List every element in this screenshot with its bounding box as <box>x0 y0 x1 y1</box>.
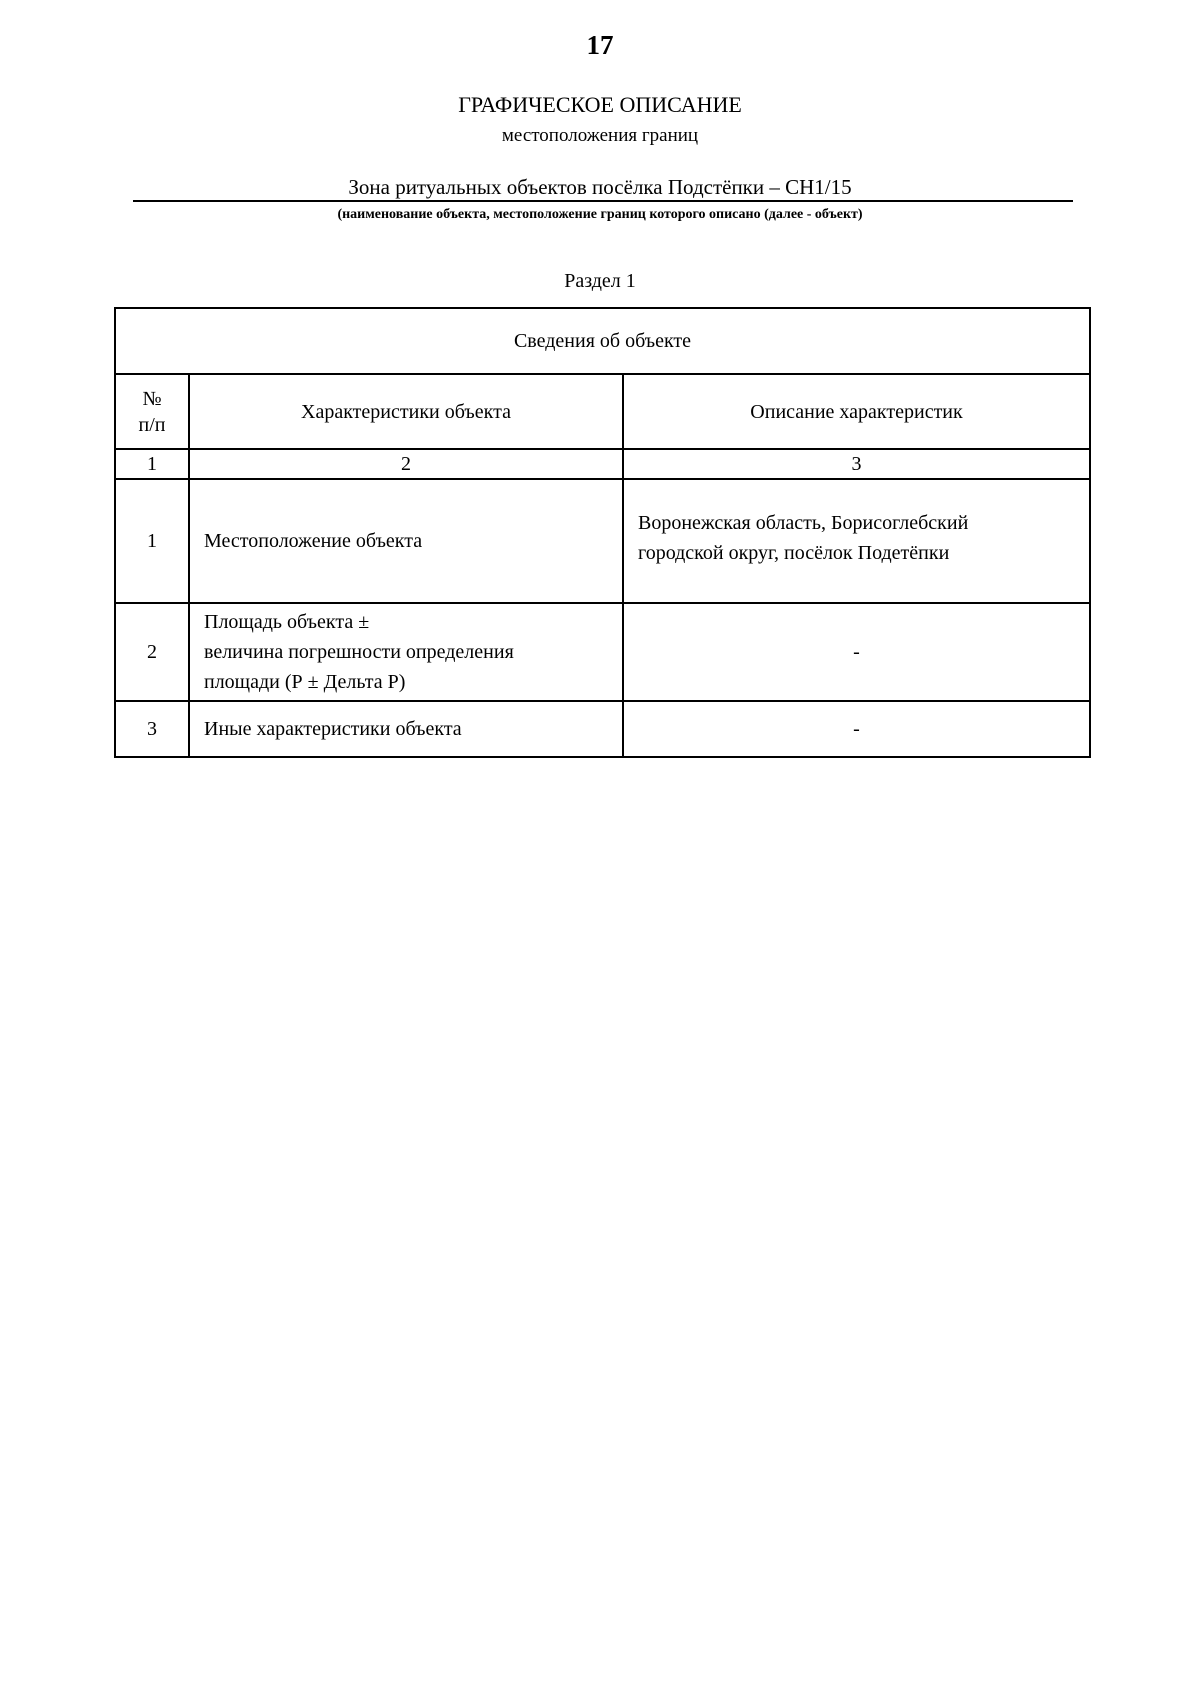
object-name-underline <box>133 200 1073 202</box>
column-index-row <box>115 449 1090 479</box>
column-header-number-line2: п/п <box>138 413 166 436</box>
row-number: 3 <box>115 701 189 757</box>
row-characteristic-line: Местоположение объекта <box>204 530 423 552</box>
row-characteristic-line: площади (Р ± Дельта Р) <box>204 671 406 693</box>
row-characteristic-line: Площадь объекта ± <box>204 611 370 633</box>
row-description-line: Воронежская область, Борисоглебский <box>638 512 969 534</box>
column-header-number-line1: № <box>142 387 162 410</box>
row-number: 2 <box>115 603 189 701</box>
row-characteristic <box>189 479 623 603</box>
row-description <box>623 479 1090 603</box>
row-description: - <box>623 603 1090 701</box>
table-caption-row <box>115 308 1090 374</box>
table-row <box>115 701 1090 757</box>
table-row <box>115 479 1090 603</box>
table-row <box>115 603 1090 701</box>
object-name: Зона ритуальных объектов посёлка Подстёпки – СН1/15 <box>348 175 852 199</box>
row-characteristic-line: величина погрешности определения <box>204 641 514 663</box>
page-number: 17 <box>586 30 614 60</box>
object-info-table <box>114 307 1091 758</box>
column-header-description: Описание характеристик <box>623 374 1090 449</box>
row-number: 1 <box>115 479 189 603</box>
column-index: 2 <box>189 449 623 479</box>
column-index: 1 <box>115 449 189 479</box>
table-header-row <box>115 374 1090 449</box>
row-characteristic <box>189 701 623 757</box>
document-title: ГРАФИЧЕСКОЕ ОПИСАНИЕ <box>458 92 742 117</box>
column-header-number <box>115 374 189 449</box>
row-description: - <box>623 701 1090 757</box>
column-header-characteristic: Характеристики объекта <box>189 374 623 449</box>
row-characteristic <box>189 603 623 701</box>
table-caption: Сведения об объекте <box>115 308 1090 374</box>
document-subtitle: местоположения границ <box>501 125 699 146</box>
section-label: Раздел 1 <box>564 270 636 292</box>
row-characteristic-line: Иные характеристики объекта <box>204 718 462 740</box>
object-name-caption: (наименование объекта, местоположение границ которого описано (далее - объект) <box>337 207 863 222</box>
column-index: 3 <box>623 449 1090 479</box>
row-description-line: городской округ, посёлок Подетёпки <box>638 542 950 564</box>
